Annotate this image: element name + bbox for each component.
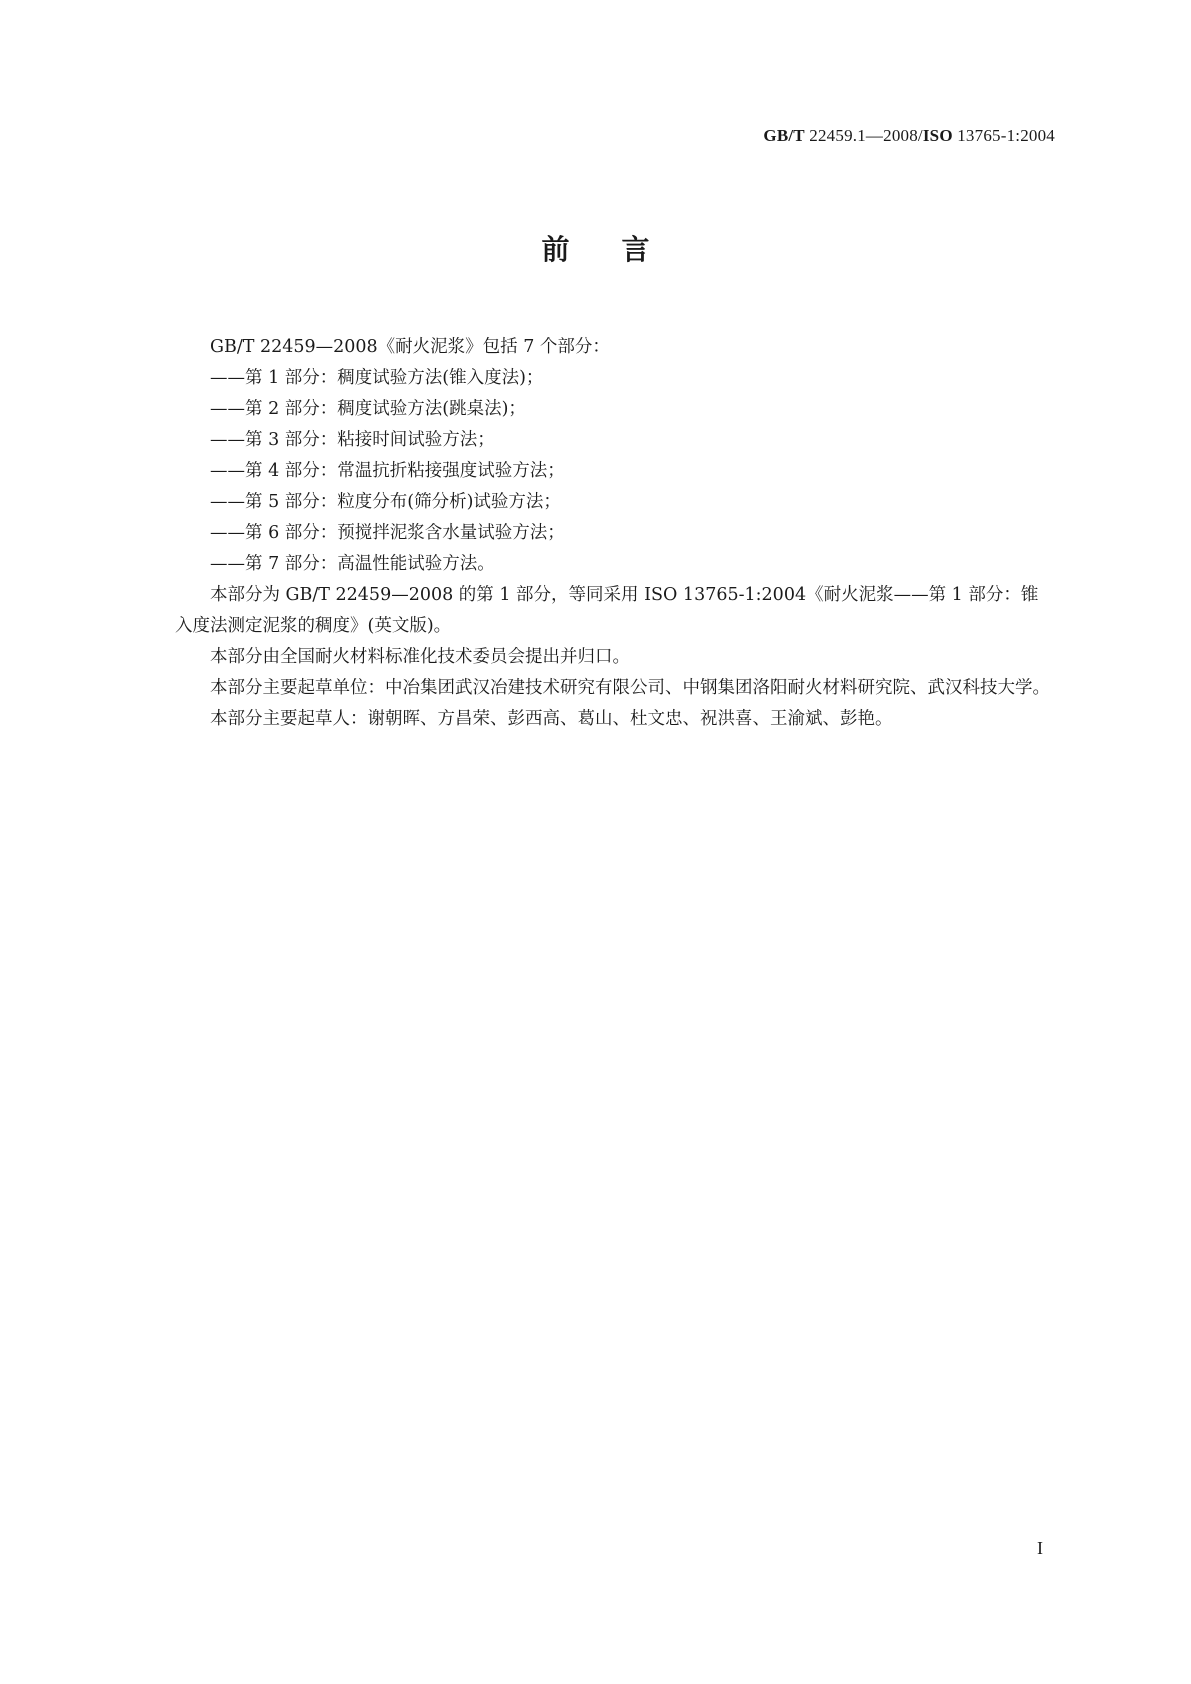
part-list-item-5: ——第 5 部分：粒度分布(筛分析)试验方法；: [210, 492, 561, 512]
standard-code-iso-number: 13765-1:2004: [952, 126, 1055, 145]
adoption-paragraph: 本部分为 GB/T 22459—2008 的第 1 部分，等同采用 ISO 13765-1:2004《耐火泥浆——第 1 部分：锥入度法测定泥浆的稠度》(英文版)。: [175, 585, 1039, 636]
part-list-item-2: ——第 2 部分：稠度试验方法(跳桌法)；: [210, 399, 526, 419]
part-list-item-4: ——第 4 部分：常温抗折粘接强度试验方法；: [210, 461, 565, 481]
standard-code-gbt: GB/T: [763, 126, 805, 145]
part-list-item-3: ——第 3 部分：粘接时间试验方法；: [210, 430, 495, 450]
part-list-item-6: ——第 6 部分：预搅拌泥浆含水量试验方法；: [210, 523, 565, 543]
page-title: 前言: [541, 233, 702, 266]
part-list-item-1: ——第 1 部分：稠度试验方法(锥入度法)；: [210, 368, 544, 388]
preface-body: [175, 332, 1055, 735]
intro-paragraph: GB/T 22459—2008《耐火泥浆》包括 7 个部分：: [210, 337, 610, 357]
part-list-item-7: ——第 7 部分：高温性能试验方法。: [210, 554, 495, 574]
page-number: I: [1037, 1538, 1043, 1558]
standard-code-number: 22459.1—2008/: [804, 126, 923, 145]
standard-code-iso: ISO: [922, 126, 953, 145]
proposer-paragraph: 本部分由全国耐火材料标准化技术委员会提出并归口。: [210, 647, 630, 667]
standard-code-header: [763, 126, 1055, 146]
drafters-paragraph: 本部分主要起草人：谢朝晖、方昌荣、彭西高、葛山、杜文忠、祝洪喜、王渝斌、彭艳。: [210, 709, 893, 729]
drafting-units-paragraph: 本部分主要起草单位：中冶集团武汉冶建技术研究有限公司、中钢集团洛阳耐火材料研究院、武汉科技大学。: [210, 678, 1050, 698]
